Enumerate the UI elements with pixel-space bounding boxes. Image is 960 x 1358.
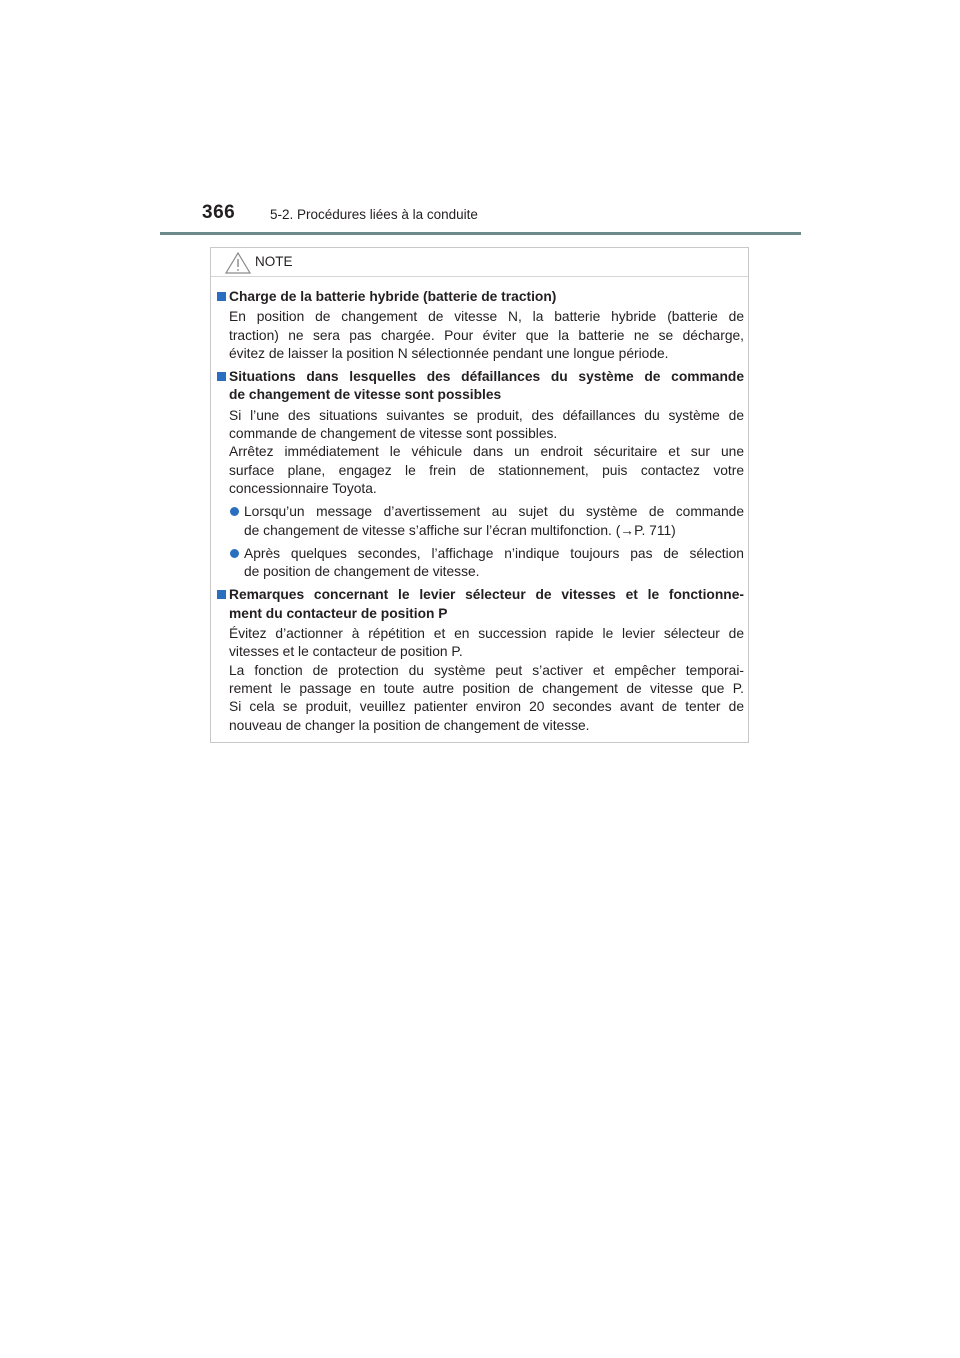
text-line: rement le passage en toute autre position de changement de vitesse que P. [229, 680, 744, 696]
text-line: vitesses et le contacteur de position P. [229, 644, 463, 660]
note-content [214, 288, 744, 740]
text-line: La fonction de protection du système peut s’activer et empêcher temporai- [229, 662, 744, 678]
text-line: commande de changement de vitesse sont possibles. [229, 426, 558, 442]
text-line: nouveau de changer la position de changement de vitesse. [229, 717, 590, 733]
bullet-line: Lorsqu’un message d’avertissement au sujet du système de commande [244, 504, 744, 520]
page-header [0, 0, 960, 240]
text-line: Si cela se produit, veuillez patienter environ 20 secondes avant de tenter de [229, 699, 744, 715]
note-item-title [229, 288, 744, 306]
text-line: évitez de laisser la position N sélectionnée pendant une longue période. [229, 345, 669, 361]
warning-triangle-icon [225, 252, 251, 274]
note-box [210, 247, 749, 743]
square-bullet-icon [217, 292, 226, 301]
note-title: NOTE [255, 254, 293, 269]
note-item [214, 288, 744, 363]
note-item-title [229, 586, 744, 623]
bullet-item [229, 545, 744, 582]
text-line: En position de changement de vitesse N, la batterie hybride (batterie de [229, 309, 744, 325]
section-title: 5-2. Procédures liées à la conduite [270, 207, 478, 222]
text-line: traction) ne sera pas chargée. Pour éviter que la batterie ne se décharge, [229, 327, 744, 343]
note-item [214, 586, 744, 734]
note-item [214, 368, 744, 581]
text-line: surface plane, engagez le frein de stationnement, puis contactez votre [229, 462, 744, 478]
title-line: Situations dans lesquelles des défaillances du système de commande [229, 369, 744, 385]
title-line: Charge de la batterie hybride (batterie de traction) [229, 289, 557, 304]
square-bullet-icon [217, 372, 226, 381]
header-rule [160, 232, 801, 235]
title-line: Remarques concernant le levier sélecteur de vitesses et le fonctionne- [229, 587, 744, 603]
text-line: Arrêtez immédiatement le véhicule dans un endroit sécuritaire et sur une [229, 444, 744, 460]
note-item-title [229, 368, 744, 405]
page-number: 366 [202, 202, 236, 223]
square-bullet-icon [217, 590, 226, 599]
note-item-text [229, 308, 744, 363]
bullet-line: de position de changement de vitesse. [244, 564, 480, 580]
bullet-line: de changement de vitesse s’affiche sur l’écran multifonction. (→P. 711) [244, 522, 676, 538]
round-bullet-icon [230, 549, 239, 558]
note-header [211, 248, 748, 277]
text-line: Si l’une des situations suivantes se produit, des défaillances du système de [229, 407, 744, 423]
title-line: ment du contacteur de position P [229, 605, 448, 621]
bullet-line: Après quelques secondes, l’affichage n’indique toujours pas de sélection [244, 545, 744, 561]
title-line: de changement de vitesse sont possibles [229, 387, 502, 403]
text-line: concessionnaire Toyota. [229, 480, 377, 496]
note-item-text [229, 407, 744, 498]
round-bullet-icon [230, 507, 239, 516]
bullet-item [229, 503, 744, 540]
note-item-text [229, 625, 744, 735]
text-line: Évitez d’actionner à répétition et en succession rapide le levier sélecteur de [229, 626, 744, 642]
